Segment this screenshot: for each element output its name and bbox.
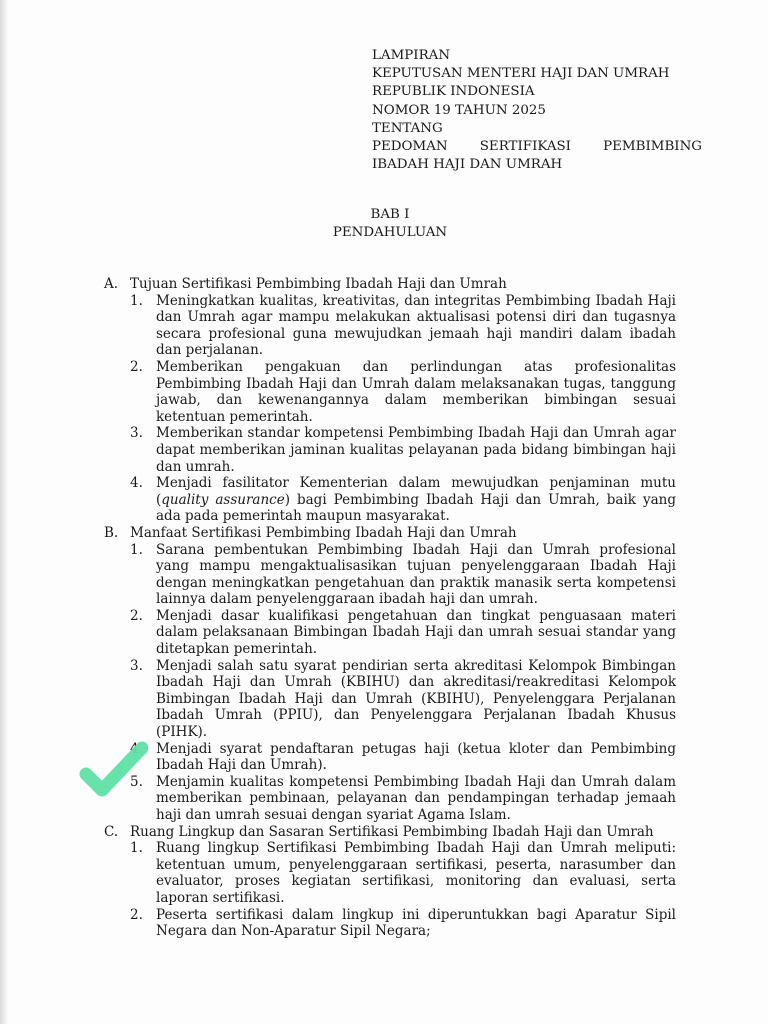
item-text: Menjadi dasar kualifikasi pengetahuan dan tingkat penguasaan materi dalam pelaksanaan Bimbingan Ibadah Haji dan umrah sesuai standar yang ditetapkan pemerintah. <box>156 607 676 658</box>
section-letter: C. <box>104 823 119 840</box>
item-text: Peserta sertifikasi dalam lingkup ini diperuntukkan bagi Aparatur Sipil Negara dan Non-Aparatur Sipil Negara; <box>156 906 676 940</box>
list-item <box>130 608 676 658</box>
header-line: NOMOR 19 TAHUN 2025 <box>372 102 546 118</box>
item-number: 2. <box>130 906 143 923</box>
item-number: 3. <box>130 425 143 442</box>
item-text: Ruang lingkup Sertifikasi Pembimbing Ibadah Haji dan Umrah meliputi: ketentuan umum, penyelenggaraan sertifikasi, peserta, narasumber dan evaluator, proses kegiatan sertifikasi, monitoring dan evaluasi, serta laporan sertifikasi. <box>156 840 676 906</box>
item-text: Memberikan pengakuan dan perlindungan atas profesionalitas Pembimbing Ibadah Haji dan Umrah dalam melaksanakan tugas, tanggung jawab, dan kewenangannya dalam memberikan bimbingan sesuai ketentuan pemerintah. <box>156 358 676 425</box>
list-item <box>130 907 676 940</box>
attachment-header <box>372 47 702 174</box>
item-text-part: Menjadi fasilitator Kementerian dalam mewujudkan penjaminan mutu ( <box>156 475 676 508</box>
item-text: Memberikan standar kompetensi Pembimbing Ibadah Haji dan Umrah agar dapat memberikan jaminan kualitas pelayanan pada bidang bimbingan haji dan umrah. <box>156 425 676 475</box>
section-heading <box>104 525 676 542</box>
item-number: 1. <box>130 292 143 309</box>
page-edge-shadow <box>0 0 8 1024</box>
header-line: KEPUTUSAN MENTERI HAJI DAN UMRAH <box>372 66 670 82</box>
section-title: Manfaat Sertifikasi Pembimbing Ibadah Haji dan Umrah <box>130 524 517 541</box>
header-line: TENTANG <box>372 120 443 136</box>
list-item <box>130 542 676 608</box>
item-number: 4. <box>130 740 143 757</box>
header-line: LAMPIRAN <box>372 48 451 63</box>
section-title: Ruang Lingkup dan Sasaran Sertifikasi Pembimbing Ibadah Haji dan Umrah <box>130 823 654 840</box>
item-text: Meningkatkan kualitas, kreativitas, dan integritas Pembimbing Ibadah Haji dan Umrah agar mampu melakukan aktualisasi potensi diri dan tugasnya secara profesional guna mewujudkan jemaah haji mandiri dalam ibadah dan perjalanan. <box>156 292 676 359</box>
item-number: 4. <box>130 475 143 492</box>
item-text: Menjadi syarat pendaftaran petugas haji (ketua kloter dan Pembimbing Ibadah Haji dan Umrah). <box>156 740 676 774</box>
item-text-part: ) bagi Pembimbing Ibadah Haji dan Umrah, baik yang ada pada pemerintah maupun masyarakat. <box>156 491 676 525</box>
chapter-number: BAB I <box>370 207 410 222</box>
item-number: 3. <box>130 657 143 674</box>
item-number: 1. <box>130 840 143 857</box>
check-mark-icon <box>78 740 148 800</box>
section-letter: B. <box>104 524 119 541</box>
list-item <box>130 425 676 475</box>
header-line: IBADAH HAJI DAN UMRAH <box>372 157 563 173</box>
list-item <box>130 475 676 525</box>
item-number: 1. <box>130 541 143 558</box>
list-item <box>130 658 676 741</box>
item-text: Menjadi salah satu syarat pendirian serta akreditasi Kelompok Bimbingan Ibadah Haji dan Umrah (KBIHU) dan akreditasi/reakreditasi Kelompok Bimbingan Ibadah Haji dan Umrah (KBIHU), Penyelenggara Perjalanan Ibadah Umrah (PPIU), dan Penyelenggara Perjalanan Ibadah Khusus (PIHK). <box>156 657 676 741</box>
list-item <box>130 774 676 824</box>
chapter-title: PENDAHULUAN <box>332 225 448 240</box>
item-text <box>156 475 676 525</box>
list-item <box>130 359 676 425</box>
item-number: 5. <box>130 773 143 790</box>
item-text: Menjamin kualitas kompetensi Pembimbing Ibadah Haji dan Umrah dalam memberikan pembinaan, pelayanan dan pendampingan terhadap jemaah haji dan umrah sesuai dengan syariat Agama Islam. <box>156 773 676 823</box>
section-heading <box>104 276 676 293</box>
item-text: Sarana pembentukan Pembimbing Ibadah Haji dan Umrah profesional yang mampu mengaktualisasikan tujuan penyelenggaraan Ibadah Haji dengan meningkatkan pengetahuan dan praktik manasik serta kompetensi lainnya dalam penyelenggaraan ibadah haji dan umrah. <box>156 541 676 608</box>
list-item <box>130 840 676 906</box>
header-line: REPUBLIK INDONESIA <box>372 84 535 100</box>
header-line: PEDOMAN SERTIFIKASI PEMBIMBING <box>372 139 702 155</box>
item-number: 2. <box>130 358 143 375</box>
italic-term: quality assurance <box>161 491 285 508</box>
section-title: Tujuan Sertifikasi Pembimbing Ibadah Haji dan Umrah <box>130 276 507 292</box>
item-number: 2. <box>130 607 143 624</box>
list-item <box>130 741 676 774</box>
section-heading <box>104 824 676 841</box>
section-letter: A. <box>104 276 119 292</box>
chapter-heading <box>300 206 480 242</box>
document-body <box>104 276 676 940</box>
list-item <box>130 293 676 359</box>
